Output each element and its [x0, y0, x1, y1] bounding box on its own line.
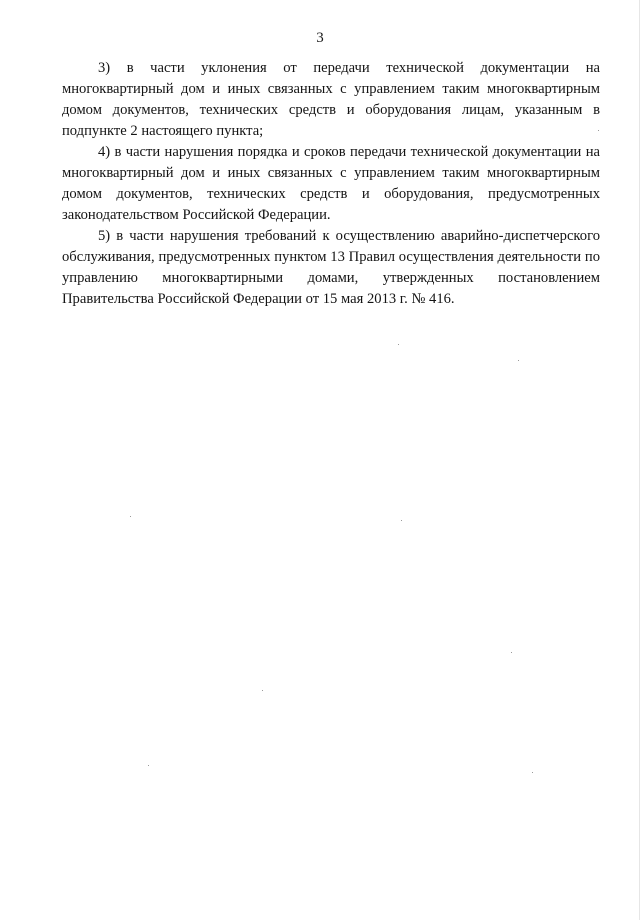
scan-speck [130, 516, 131, 517]
page-number: 3 [316, 30, 324, 46]
scan-speck [398, 344, 399, 345]
scan-speck [401, 520, 402, 521]
scan-speck [148, 765, 149, 766]
paragraph-item-5: 5) в части нарушения требований к осуществлению аварийно-диспетчерского обслуживания, предусмотренных пунктом 13 Правил осуществления деятельности по управлению многоквартирными домами, утвержденных постановлением Правительства Российской Федерации от 15 мая 2013 г. № 416. [62, 228, 600, 307]
document-body [62, 58, 600, 310]
scan-speck [262, 690, 263, 691]
scan-speck [518, 360, 519, 361]
scan-speck [511, 652, 512, 653]
paragraph-item-3: 3) в части уклонения от передачи технической документации на многоквартирный дом и иных связанных с управлением таким многоквартирным домом документов, технических средств и оборудования лицам, указанным в подпункте 2 настоящего пункта; [62, 60, 600, 139]
scan-speck [532, 772, 533, 773]
paragraph-item-4: 4) в части нарушения порядка и сроков передачи технической документации на многоквартирный дом и иных связанных с управлением таким многоквартирным домом документов, технических средств и оборудования, предусмотренных законодательством Российской Федерации. [62, 144, 600, 223]
scan-speck [598, 130, 599, 131]
